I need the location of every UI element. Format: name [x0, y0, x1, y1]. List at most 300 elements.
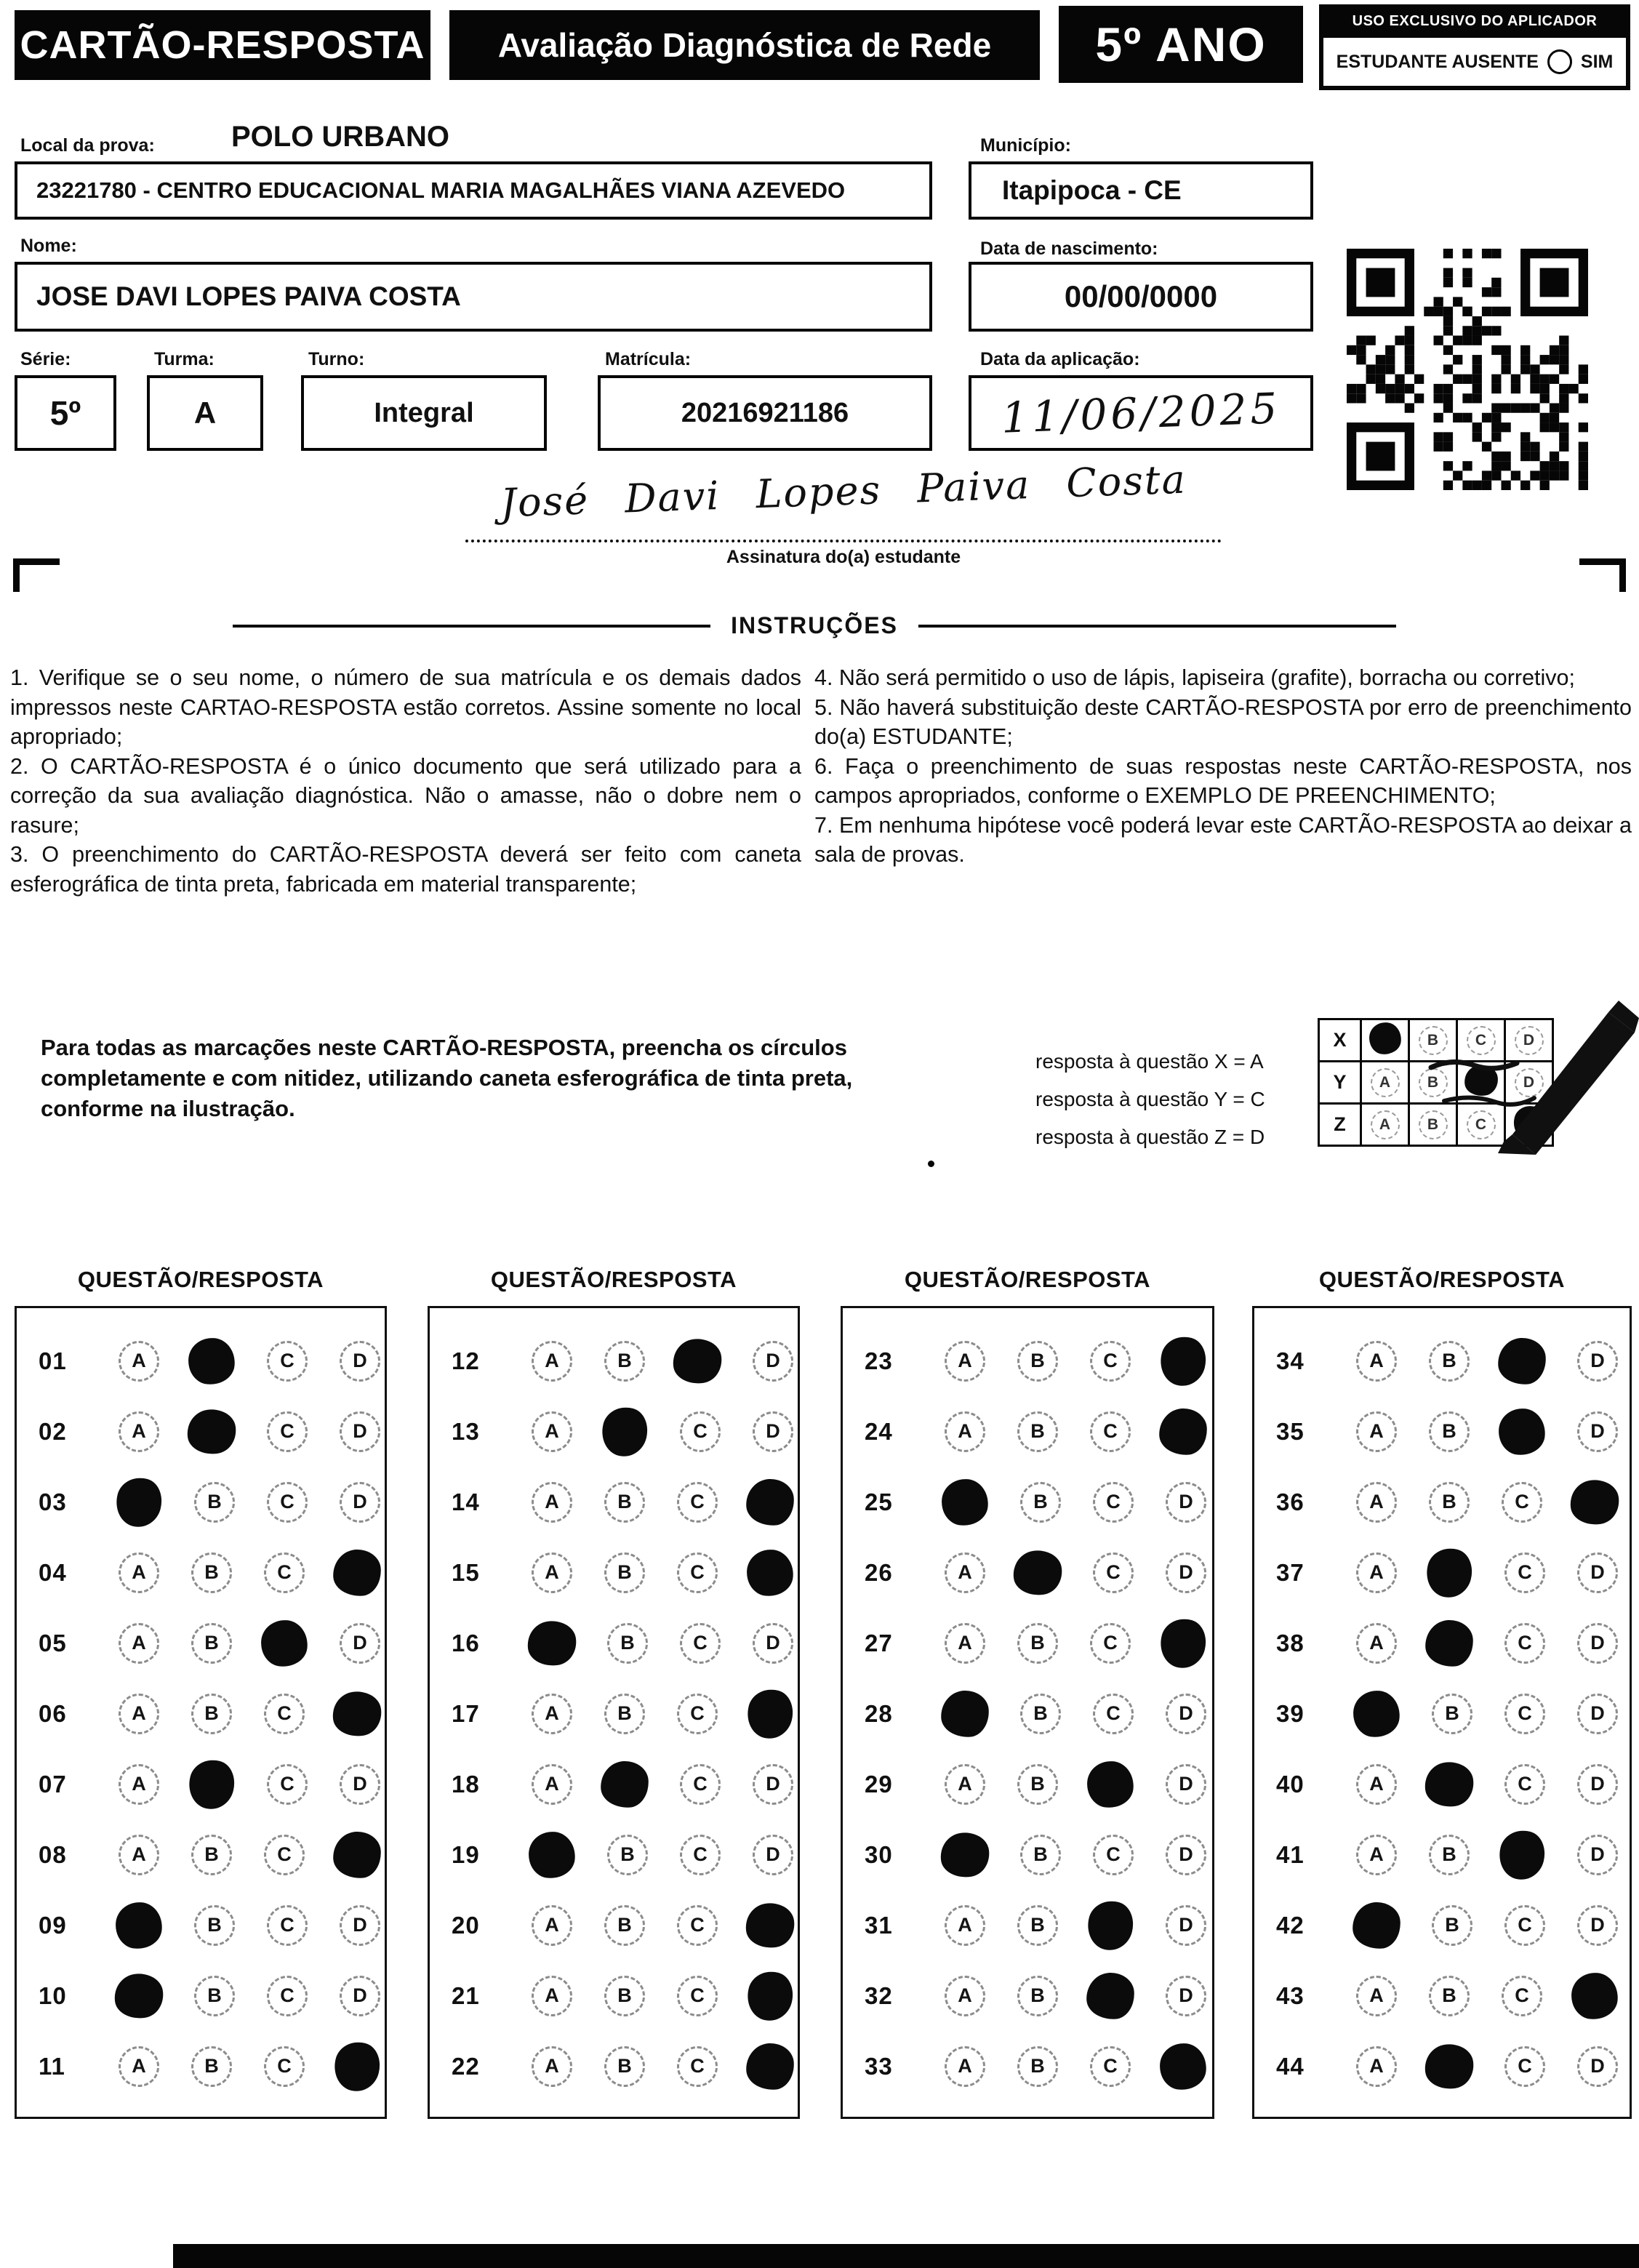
bubble-q15-D-filled[interactable] [745, 1547, 796, 1598]
question-number: 12 [452, 1347, 480, 1374]
answer-grid-3 [841, 1306, 1214, 2119]
bubble-q40-A[interactable]: A [1356, 1764, 1397, 1805]
option-bubble: B [1419, 1026, 1448, 1055]
answer-row-39 [1254, 1678, 1630, 1749]
answer-row-06 [17, 1678, 385, 1749]
bubble-q28-C[interactable]: C [1093, 1694, 1134, 1734]
bubble-q15-C[interactable]: C [677, 1552, 718, 1593]
bubble-q38-C[interactable]: C [1504, 1623, 1545, 1664]
instructions-right-column [814, 663, 1632, 870]
bubble-q18-B-filled[interactable] [599, 1760, 649, 1808]
bubble-q14-D-filled[interactable] [745, 1478, 795, 1526]
bubble-q37-A[interactable]: A [1356, 1552, 1397, 1593]
bubble-q16-B[interactable]: B [607, 1623, 648, 1664]
bubble-q08-A[interactable]: A [119, 1835, 159, 1875]
absent-sim-label: SIM [1580, 51, 1614, 72]
answer-row-30 [843, 1819, 1212, 1890]
bubble-q32-D[interactable]: D [1166, 1976, 1206, 2016]
data-aplicacao-field [969, 375, 1313, 451]
example-bubble-Y-A [1361, 1062, 1409, 1104]
question-number: 04 [39, 1558, 67, 1586]
bubble-q24-D-filled[interactable] [1158, 1407, 1208, 1456]
bubble-q10-A-filled[interactable] [111, 1970, 166, 2021]
bubble-q37-D[interactable]: D [1577, 1552, 1618, 1593]
question-number: 21 [452, 1982, 480, 2009]
answer-column-4 [1252, 1267, 1632, 2119]
bubble-q16-C[interactable]: C [680, 1623, 721, 1664]
bubble-q36-C[interactable]: C [1502, 1482, 1542, 1523]
question-number: 13 [452, 1417, 480, 1445]
bubble-q29-C-filled[interactable] [1085, 1758, 1136, 1809]
bubble-q20-A[interactable]: A [532, 1905, 572, 1946]
bubble-q14-A[interactable]: A [532, 1482, 572, 1523]
question-number: 28 [865, 1699, 893, 1727]
answer-grid-4 [1252, 1306, 1632, 2119]
bubble-q06-A[interactable]: A [119, 1694, 159, 1734]
bubble-q20-D-filled[interactable] [742, 1899, 797, 1950]
question-number: 29 [865, 1770, 893, 1798]
student-absent-label: ESTUDANTE AUSENTE [1336, 51, 1539, 72]
bubble-q19-A-filled[interactable] [526, 1829, 577, 1880]
answer-row-10 [17, 1960, 385, 2031]
bubble-q22-A[interactable]: A [532, 2046, 572, 2087]
local-da-prova-value: POLO URBANO [231, 121, 449, 153]
bubble-q08-C[interactable]: C [264, 1835, 305, 1875]
student-signature-handwriting: José Davi Lopes Paiva Costa [500, 456, 1187, 526]
instruction-item: 1. Verifique se o seu nome, o número de sua matrícula e os demais dados impressos neste CARTAO-RESPOSTA estão corretos. Assine somente no local apropriado; [10, 665, 801, 750]
bubble-q01-D[interactable]: D [340, 1341, 380, 1382]
bubble-q39-C[interactable]: C [1504, 1694, 1545, 1734]
bubble-q25-C[interactable]: C [1093, 1482, 1134, 1523]
bubble-q17-B[interactable]: B [604, 1694, 645, 1734]
bubble-q33-A[interactable]: A [945, 2046, 985, 2087]
question-number: 22 [452, 2052, 480, 2080]
bubble-q44-C[interactable]: C [1504, 2046, 1545, 2087]
bubble-q44-D[interactable]: D [1577, 2046, 1618, 2087]
bubble-q09-B[interactable]: B [194, 1905, 235, 1946]
bubble-q13-B-filled[interactable] [597, 1402, 653, 1461]
answer-row-24 [843, 1396, 1212, 1467]
bubble-q19-B[interactable]: B [607, 1835, 648, 1875]
question-number: 15 [452, 1558, 480, 1586]
question-number: 37 [1276, 1558, 1305, 1586]
question-number: 43 [1276, 1982, 1305, 2009]
bubble-q14-B[interactable]: B [604, 1482, 645, 1523]
bubble-q24-A[interactable]: A [945, 1411, 985, 1452]
turma-label: Turma: [154, 349, 215, 369]
bubble-q39-D[interactable]: D [1577, 1694, 1618, 1734]
bubble-q34-A[interactable]: A [1356, 1341, 1397, 1382]
option-bubble: D [1515, 1026, 1544, 1055]
turma-field: A [147, 375, 263, 451]
bubble-q07-D[interactable]: D [340, 1764, 380, 1805]
bubble-q36-B[interactable]: B [1429, 1482, 1470, 1523]
answer-grid-2 [428, 1306, 800, 2119]
bubble-q09-A-filled[interactable] [113, 1899, 164, 1950]
bubble-q04-B[interactable]: B [191, 1552, 232, 1593]
question-number: 07 [39, 1770, 67, 1798]
bubble-q23-A[interactable]: A [945, 1341, 985, 1382]
bubble-q14-C[interactable]: C [677, 1482, 718, 1523]
answer-column-2 [428, 1267, 800, 2119]
bubble-q25-B[interactable]: B [1020, 1482, 1061, 1523]
bubble-q27-B[interactable]: B [1017, 1623, 1058, 1664]
bubble-q06-C[interactable]: C [264, 1694, 305, 1734]
bubble-q36-A[interactable]: A [1356, 1482, 1397, 1523]
bubble-q05-A[interactable]: A [119, 1623, 159, 1664]
matricula-field: 20216921186 [598, 375, 932, 451]
bubble-q13-A[interactable]: A [532, 1411, 572, 1452]
absent-mark-circle[interactable] [1547, 49, 1572, 74]
bubble-q35-C-filled[interactable] [1496, 1406, 1547, 1456]
bubble-q38-A[interactable]: A [1356, 1623, 1397, 1664]
bubble-q21-C[interactable]: C [677, 1976, 718, 2016]
question-number: 09 [39, 1911, 67, 1939]
bubble-q31-A[interactable]: A [945, 1905, 985, 1946]
answer-row-19 [430, 1819, 798, 1890]
bubble-q38-B-filled[interactable] [1424, 1619, 1474, 1667]
bubble-q34-C-filled[interactable] [1496, 1337, 1547, 1385]
answer-row-08 [17, 1819, 385, 1890]
bubble-q26-C[interactable]: C [1093, 1552, 1134, 1593]
filled-mark [1367, 1021, 1402, 1056]
signature-line[interactable] [465, 540, 1222, 542]
bubble-q01-C[interactable]: C [267, 1341, 308, 1382]
bubble-q16-A-filled[interactable] [524, 1617, 579, 1668]
answer-row-09 [17, 1890, 385, 1960]
bubble-q22-D-filled[interactable] [745, 2042, 795, 2091]
serie-field: 5º [15, 375, 116, 451]
bubble-q40-C[interactable]: C [1504, 1764, 1545, 1805]
nome-field: JOSE DAVI LOPES PAIVA COSTA [15, 262, 932, 332]
bubble-q32-C-filled[interactable] [1085, 1971, 1135, 2020]
data-aplicacao-handwritten: 11/06/2025 [1000, 383, 1282, 443]
answer-row-15 [430, 1537, 798, 1608]
bubble-q21-B[interactable]: B [604, 1976, 645, 2016]
answer-row-02 [17, 1396, 385, 1467]
bubble-q33-C[interactable]: C [1090, 2046, 1131, 2087]
answer-row-32 [843, 1960, 1212, 2031]
bubble-q19-C[interactable]: C [680, 1835, 721, 1875]
question-number: 27 [865, 1629, 893, 1656]
instruction-item: 6. Faça o preenchimento de suas respostas neste CARTÃO-RESPOSTA, nos campos apropriados, conforme o EXEMPLO DE PREENCHIMENTO; [814, 753, 1632, 809]
answer-row-01 [17, 1326, 385, 1396]
answer-row-44 [1254, 2031, 1630, 2101]
bubble-q26-A[interactable]: A [945, 1552, 985, 1593]
answer-row-33 [843, 2031, 1212, 2101]
instructions-rule-left [233, 625, 710, 628]
bubble-q04-D-filled[interactable] [332, 1548, 382, 1597]
answer-column-1 [15, 1267, 387, 2119]
bubble-q13-C[interactable]: C [680, 1411, 721, 1452]
answer-section-title: QUESTÃO/RESPOSTA [1318, 1267, 1566, 1292]
bubble-q10-C[interactable]: C [267, 1976, 308, 2016]
bubble-q17-A[interactable]: A [532, 1694, 572, 1734]
bubble-q25-A-filled[interactable] [939, 1476, 990, 1527]
bubble-q18-D[interactable]: D [753, 1764, 793, 1805]
option-bubble: D [1515, 1068, 1544, 1097]
bubble-q41-D[interactable]: D [1577, 1835, 1618, 1875]
question-number: 44 [1276, 2052, 1305, 2080]
answer-row-13 [430, 1396, 798, 1467]
answer-row-18 [430, 1749, 798, 1819]
bubble-q05-B[interactable]: B [191, 1623, 232, 1664]
bubble-q08-D-filled[interactable] [332, 1830, 382, 1879]
bubble-q01-B-filled[interactable] [186, 1335, 237, 1386]
bubble-q36-D-filled[interactable] [1567, 1476, 1622, 1527]
bubble-q40-D[interactable]: D [1577, 1764, 1618, 1805]
bubble-q43-B[interactable]: B [1429, 1976, 1470, 2016]
example-row-label: Y [1319, 1062, 1361, 1104]
answer-row-34 [1254, 1326, 1630, 1396]
bubble-q10-D[interactable]: D [340, 1976, 380, 2016]
answer-row-29 [843, 1749, 1212, 1819]
answer-grid-1 [15, 1306, 387, 2119]
bubble-q20-B[interactable]: B [604, 1905, 645, 1946]
question-number: 40 [1276, 1770, 1305, 1798]
bubble-q41-B[interactable]: B [1429, 1835, 1470, 1875]
bubble-q28-D[interactable]: D [1166, 1694, 1206, 1734]
bubble-q29-D[interactable]: D [1166, 1764, 1206, 1805]
bubble-q11-C[interactable]: C [264, 2046, 305, 2087]
bubble-q30-B[interactable]: B [1020, 1835, 1061, 1875]
instructions-header [233, 612, 1396, 639]
question-number: 19 [452, 1840, 480, 1868]
bubble-q05-D[interactable]: D [340, 1623, 380, 1664]
bubble-q44-A[interactable]: A [1356, 2046, 1397, 2087]
instruction-item: 3. O preenchimento do CARTÃO-RESPOSTA deverá ser feito com caneta esferográfica de tinta preta, fabricada em material transparente; [10, 842, 801, 897]
answer-row-27 [843, 1608, 1212, 1678]
bubble-q39-B[interactable]: B [1432, 1694, 1472, 1734]
bubble-q09-C[interactable]: C [267, 1905, 308, 1946]
question-number: 02 [39, 1417, 67, 1445]
bubble-q03-B[interactable]: B [194, 1482, 235, 1523]
answer-row-11 [17, 2031, 385, 2101]
bubble-q20-C[interactable]: C [677, 1905, 718, 1946]
bubble-q02-D[interactable]: D [340, 1411, 380, 1452]
pen-illustration [1425, 980, 1639, 1163]
bubble-q15-A[interactable]: A [532, 1552, 572, 1593]
answer-section-title: QUESTÃO/RESPOSTA [904, 1267, 1151, 1292]
answer-row-16 [430, 1608, 798, 1678]
answer-row-20 [430, 1890, 798, 1960]
bubble-q12-A[interactable]: A [532, 1341, 572, 1382]
question-number: 36 [1276, 1488, 1305, 1515]
answer-row-41 [1254, 1819, 1630, 1890]
question-number: 14 [452, 1488, 480, 1515]
bubble-q07-C[interactable]: C [267, 1764, 308, 1805]
registration-mark-right [1579, 558, 1626, 592]
fill-example-legend [1035, 1043, 1265, 1156]
bubble-q27-D-filled[interactable] [1155, 1614, 1211, 1672]
answer-row-14 [430, 1467, 798, 1537]
example-bubble-X-A [1361, 1019, 1409, 1062]
bubble-q43-D-filled[interactable] [1569, 1970, 1620, 2021]
bubble-q44-B-filled[interactable] [1422, 2040, 1476, 2091]
answer-row-35 [1254, 1396, 1630, 1467]
question-number: 05 [39, 1629, 67, 1656]
bubble-q39-A-filled[interactable] [1351, 1688, 1402, 1739]
instructions-left-column [10, 663, 801, 899]
bubble-q05-C-filled[interactable] [259, 1617, 310, 1668]
bubble-q27-A[interactable]: A [945, 1623, 985, 1664]
bubble-q31-D[interactable]: D [1166, 1905, 1206, 1946]
bubble-q03-D[interactable]: D [340, 1482, 380, 1523]
question-number: 24 [865, 1417, 893, 1445]
bubble-q17-D-filled[interactable] [742, 1684, 798, 1743]
bubble-q18-C[interactable]: C [680, 1764, 721, 1805]
bubble-q23-C[interactable]: C [1090, 1341, 1131, 1382]
bubble-q35-D[interactable]: D [1577, 1411, 1618, 1452]
question-number: 38 [1276, 1629, 1305, 1656]
answer-section-title: QUESTÃO/RESPOSTA [490, 1267, 737, 1292]
bubble-q07-A[interactable]: A [119, 1764, 159, 1805]
fill-instructions-text: Para todas as marcações neste CARTÃO-RESPOSTA, preencha os círculos completamente e com nitidez, utilizando caneta esferográfica de tinta preta, conforme na ilustração. [41, 1035, 853, 1121]
qr-code [1347, 249, 1588, 490]
bubble-q19-D[interactable]: D [753, 1835, 793, 1875]
bubble-q23-D-filled[interactable] [1155, 1331, 1211, 1390]
bubble-q02-C[interactable]: C [267, 1411, 308, 1452]
bubble-q25-D[interactable]: D [1166, 1482, 1206, 1523]
bubble-q04-C[interactable]: C [264, 1552, 305, 1593]
bubble-q35-B[interactable]: B [1429, 1411, 1470, 1452]
question-number: 01 [39, 1347, 67, 1374]
bubble-q28-A-filled[interactable] [939, 1689, 990, 1738]
bubble-q12-C-filled[interactable] [670, 1335, 724, 1386]
instructions-rule-right [918, 625, 1396, 628]
answer-column-3 [841, 1267, 1214, 2119]
matricula-label: Matrícula: [605, 349, 692, 369]
question-number: 31 [865, 1911, 893, 1939]
bubble-q37-B-filled[interactable] [1422, 1543, 1478, 1602]
bubble-q09-D[interactable]: D [340, 1905, 380, 1946]
bubble-q04-A[interactable]: A [119, 1552, 159, 1593]
assessment-name: Avaliação Diagnóstica de Rede [449, 10, 1040, 80]
answer-row-31 [843, 1890, 1212, 1960]
bubble-q26-B-filled[interactable] [1010, 1547, 1065, 1598]
bubble-q08-B[interactable]: B [191, 1835, 232, 1875]
question-number: 16 [452, 1629, 480, 1656]
bubble-q15-B[interactable]: B [604, 1552, 645, 1593]
bubble-q06-D-filled[interactable] [329, 1688, 384, 1739]
turno-label: Turno: [308, 349, 365, 369]
bubble-q43-A[interactable]: A [1356, 1976, 1397, 2016]
bubble-q38-D[interactable]: D [1577, 1623, 1618, 1664]
bubble-q27-C[interactable]: C [1090, 1623, 1131, 1664]
bubble-q41-A[interactable]: A [1356, 1835, 1397, 1875]
bubble-q42-D[interactable]: D [1577, 1905, 1618, 1946]
bubble-q21-A[interactable]: A [532, 1976, 572, 2016]
bubble-q26-D[interactable]: D [1166, 1552, 1206, 1593]
question-number: 06 [39, 1699, 67, 1727]
student-absent-row [1321, 36, 1628, 88]
bubble-q30-C[interactable]: C [1093, 1835, 1134, 1875]
option-bubble: A [1371, 1110, 1400, 1139]
instruction-item: 7. Em nenhuma hipótese você poderá levar este CARTÃO-RESPOSTA ao deixar a sala de provas. [814, 812, 1632, 867]
bubble-q13-D[interactable]: D [753, 1411, 793, 1452]
bubble-q24-C[interactable]: C [1090, 1411, 1131, 1452]
bubble-q23-B[interactable]: B [1017, 1341, 1058, 1382]
answer-row-21 [430, 1960, 798, 2031]
data-aplicacao-label: Data da aplicação: [980, 349, 1140, 369]
bubble-q16-D[interactable]: D [753, 1623, 793, 1664]
bubble-q22-C[interactable]: C [677, 2046, 718, 2087]
bubble-q40-B-filled[interactable] [1422, 1758, 1476, 1809]
signature-label: Assinatura do(a) estudante [726, 547, 961, 567]
question-number: 18 [452, 1770, 480, 1798]
option-bubble: A [1371, 1068, 1400, 1097]
bubble-q42-C[interactable]: C [1504, 1905, 1545, 1946]
bubble-q32-A[interactable]: A [945, 1976, 985, 2016]
bubble-q29-B[interactable]: B [1017, 1764, 1058, 1805]
bubble-q29-A[interactable]: A [945, 1764, 985, 1805]
bubble-q17-C[interactable]: C [677, 1694, 718, 1734]
bubble-q30-D[interactable]: D [1166, 1835, 1206, 1875]
answer-row-17 [430, 1678, 798, 1749]
bubble-q12-D[interactable]: D [753, 1341, 793, 1382]
bubble-q22-B[interactable]: B [604, 2046, 645, 2087]
examiner-exclusive-label: USO EXCLUSIVO DO APLICADOR [1352, 12, 1598, 29]
bubble-q33-D-filled[interactable] [1158, 2040, 1209, 2091]
answer-row-42 [1254, 1890, 1630, 1960]
bubble-q11-B[interactable]: B [191, 2046, 232, 2087]
question-number: 42 [1276, 1911, 1305, 1939]
answer-row-04 [17, 1537, 385, 1608]
bubble-q42-B[interactable]: B [1432, 1905, 1472, 1946]
data-nascimento-field: 00/00/0000 [969, 262, 1313, 332]
bubble-q06-B[interactable]: B [191, 1694, 232, 1734]
bubble-q35-A[interactable]: A [1356, 1411, 1397, 1452]
bubble-q02-A[interactable]: A [119, 1411, 159, 1452]
bubble-q32-B[interactable]: B [1017, 1976, 1058, 2016]
bubble-q03-C[interactable]: C [267, 1482, 308, 1523]
bubble-q28-B[interactable]: B [1020, 1694, 1061, 1734]
bubble-q01-A[interactable]: A [119, 1341, 159, 1382]
bubble-q43-C[interactable]: C [1502, 1976, 1542, 2016]
bubble-q31-C-filled[interactable] [1083, 1896, 1139, 1955]
bubble-q11-A[interactable]: A [119, 2046, 159, 2087]
bubble-q18-A[interactable]: A [532, 1764, 572, 1805]
bubble-q31-B[interactable]: B [1017, 1905, 1058, 1946]
bubble-q12-B[interactable]: B [604, 1341, 645, 1382]
question-number: 25 [865, 1488, 893, 1515]
bubble-q21-D-filled[interactable] [742, 1966, 798, 2025]
bubble-q34-B[interactable]: B [1429, 1341, 1470, 1382]
instruction-item: 4. Não será permitido o uso de lápis, lapiseira (grafite), borracha ou corretivo; [814, 665, 1575, 690]
instructions-title: INSTRUÇÕES [731, 612, 898, 638]
question-number: 32 [865, 1982, 893, 2009]
answer-row-03 [17, 1467, 385, 1537]
question-number: 35 [1276, 1417, 1305, 1445]
bubble-q41-C-filled[interactable] [1494, 1825, 1550, 1884]
bubble-q24-B[interactable]: B [1017, 1411, 1058, 1452]
bubble-q02-B-filled[interactable] [184, 1406, 239, 1456]
example-bubble-Z-A [1361, 1104, 1409, 1146]
bubble-q07-B-filled[interactable] [184, 1755, 240, 1814]
bubble-q34-D[interactable]: D [1577, 1341, 1618, 1382]
bubble-q11-D-filled[interactable] [329, 2037, 385, 2096]
sheet-title: CARTÃO-RESPOSTA [15, 10, 430, 80]
option-bubble: B [1419, 1068, 1448, 1097]
bubble-q30-A-filled[interactable] [937, 1829, 992, 1880]
question-number: 17 [452, 1699, 480, 1727]
bubble-q33-B[interactable]: B [1017, 2046, 1058, 2087]
bubble-q42-A-filled[interactable] [1351, 1901, 1401, 1950]
bubble-q10-B[interactable]: B [194, 1976, 235, 2016]
bubble-q03-A-filled[interactable] [111, 1472, 167, 1531]
option-bubble: B [1419, 1110, 1448, 1139]
bubble-q37-C[interactable]: C [1504, 1552, 1545, 1593]
